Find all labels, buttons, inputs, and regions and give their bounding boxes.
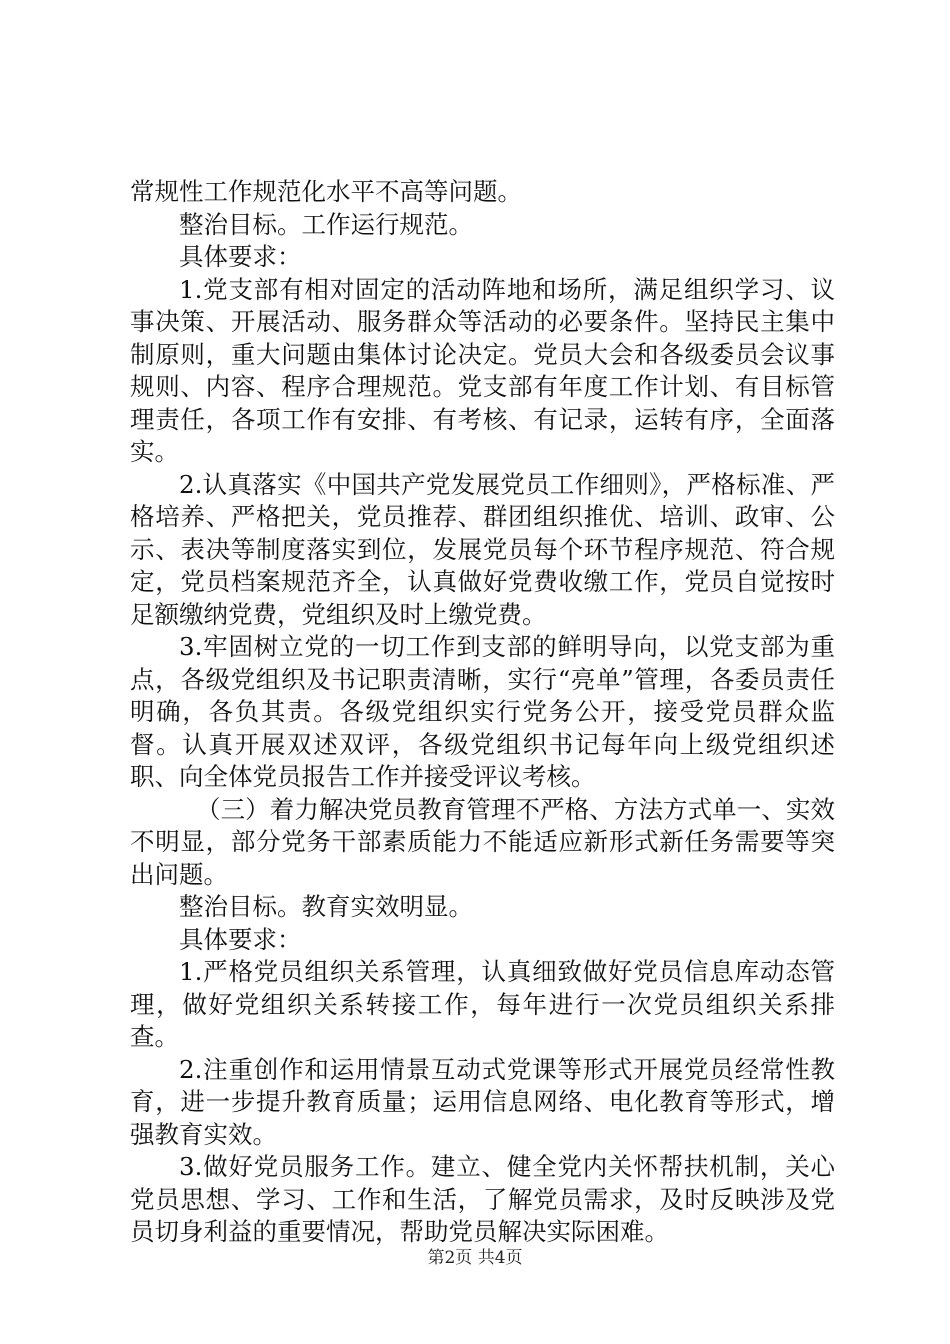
- paragraph-5: 2.认真落实《中国共产党发展党员工作细则》，严格标准、严格培养、严格把关，党员推荐、群团组织推优、培训、政审、公示、表决等制度落实到位，发展党员每个环节程序规范、符合规定，党员档案规范齐全，认真做好党费收缴工作，党员自觉按时足额缴纳党费，党组织及时上缴党费。: [130, 469, 835, 629]
- paragraph-7: （三）着力解决党员教育管理不严格、方法方式单一、实效不明显，部分党务干部素质能力不能适应新形式新任务需要等突出问题。: [130, 794, 835, 889]
- document-body: [130, 176, 835, 1249]
- paragraph-4: 1.党支部有相对固定的活动阵地和场所，满足组织学习、议事决策、开展活动、服务群众等活动的必要条件。坚持民主集中制原则，重大问题由集体讨论决定。党员大会和各级委员会议事规则、内容、程序合理规范。党支部有年度工作计划、有目标管理责任，各项工作有安排、有考核、有记录，运转有序，全面落实。: [130, 274, 835, 466]
- paragraph-2: 整治目标。工作运行规范。: [179, 209, 473, 239]
- paragraph-1: 常规性工作规范化水平不高等问题。: [130, 177, 522, 206]
- paragraph-12: 3.做好党员服务工作。建立、健全党内关怀帮扶机制，关心党员思想、学习、工作和生活，了解党员需求，及时反映涉及党员切身利益的重要情况，帮助党员解决实际困难。: [130, 1152, 835, 1246]
- paragraph-6: 3.牢固树立党的一切工作到支部的鲜明导向，以党支部为重点，各级党组织及书记职责清晰，实行“亮单”管理，各委员责任明确，各负其责。各级党组织实行党务公开，接受党员群众监督。认真开展双述双评，各级党组织书记每年向上级党组织述职、向全体党员报告工作并接受评议考核。: [130, 632, 835, 791]
- paragraph-11: 2.注重创作和运用情景互动式党课等形式开展党员经常性教育，进一步提升教育质量；运用信息网络、电化教育等形式，增强教育实效。: [130, 1054, 835, 1149]
- paragraph-3: 具体要求：: [179, 242, 302, 271]
- paragraph-10: 1.严格党员组织关系管理，认真细致做好党员信息库动态管理，做好党组织关系转接工作，每年进行一次党员组织关系排查。: [130, 957, 835, 1051]
- paragraph-8: 整治目标。教育实效明显。: [179, 892, 473, 921]
- page-number-footer: 第2页 共4页: [427, 1248, 523, 1268]
- paragraph-9: 具体要求：: [179, 924, 302, 954]
